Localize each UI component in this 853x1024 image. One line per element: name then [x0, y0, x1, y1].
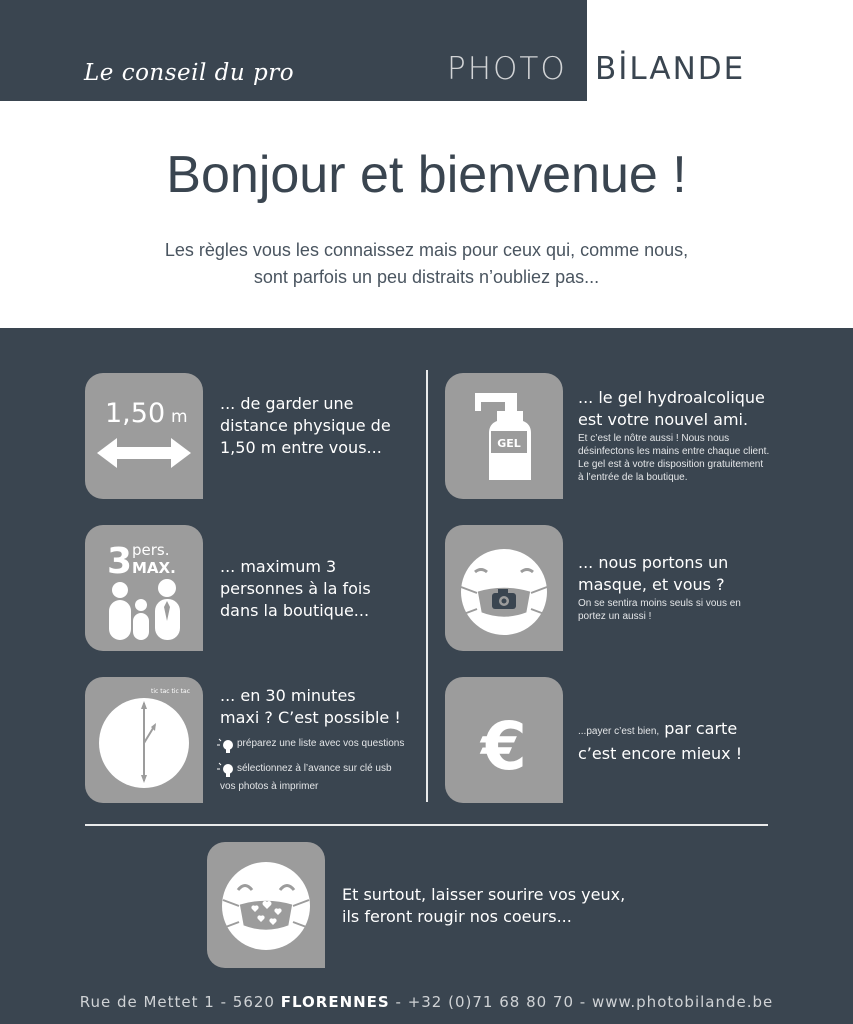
- time-tip-text: préparez une liste avec vos questions: [237, 738, 405, 749]
- time-tip-text: [237, 762, 392, 775]
- gel-detail-line: à l’entrée de la boutique.: [578, 472, 688, 483]
- time-text: [220, 685, 401, 729]
- mask-line: masque, et vous ?: [578, 575, 725, 594]
- time-tip-continued: vos photos à imprimer: [220, 781, 319, 792]
- gel-details: [578, 432, 769, 484]
- mask-line: ... nous portons un: [578, 553, 729, 572]
- footer-city: FLORENNES: [280, 993, 390, 1011]
- logo-bilande: BİLANDE: [595, 51, 746, 87]
- time-line: maxi ? C’est possible !: [220, 708, 401, 727]
- gel-detail-line: Le gel est à votre disposition gratuitement: [578, 459, 764, 470]
- lightbulb-icon: [216, 762, 234, 782]
- footer-contact: - +32 (0)71 68 80 70 - www.photobilande.be: [395, 993, 774, 1011]
- card-bold: par carte: [664, 719, 738, 738]
- mask-detail-line: On se sentira moins seuls si vous en: [578, 598, 741, 609]
- distance-arrow-icon: [85, 373, 203, 499]
- card-line: [578, 718, 742, 743]
- euro-tile: [445, 677, 563, 803]
- mask-details: [578, 597, 741, 623]
- closing-line: ils feront rougir nos coeurs...: [342, 907, 572, 926]
- intro-subtitle: [0, 237, 853, 291]
- time-tip-line: sélectionnez à l’avance sur clé usb: [237, 763, 392, 774]
- clock-icon: [85, 677, 203, 803]
- tagline: Le conseil du pro: [84, 60, 295, 86]
- footer-address: [0, 993, 853, 1011]
- intro-panel: [0, 101, 853, 328]
- distance-line: distance physique de: [220, 416, 391, 435]
- vertical-divider: [426, 370, 428, 802]
- intro-subtitle-line: sont parfois un peu distraits n’oubliez pas...: [253, 267, 600, 287]
- euro-symbol: €: [481, 708, 527, 785]
- time-line: ... en 30 minutes: [220, 686, 356, 705]
- mask-detail-line: portez un aussi !: [578, 611, 652, 622]
- card-line: c’est encore mieux !: [578, 744, 743, 763]
- gel-tile: [445, 373, 563, 499]
- smiling-masked-face-icon: [207, 842, 325, 968]
- distance-unit: m: [171, 407, 188, 427]
- persons-text: [220, 556, 371, 622]
- distance-text: [220, 393, 391, 459]
- distance-line: 1,50 m entre vous...: [220, 438, 382, 457]
- clock-ticks: tic tac tic tac: [151, 688, 191, 695]
- gel-line: est votre nouvel ami.: [578, 410, 749, 429]
- persons-icon: [85, 525, 203, 651]
- mask-text: [578, 552, 728, 596]
- clock-tile: [85, 677, 203, 803]
- card-small: ...payer c’est bien,: [578, 726, 660, 737]
- gel-label: GEL: [497, 437, 521, 450]
- persons-line: personnes à la fois: [220, 579, 371, 598]
- page-title: Bonjour et bienvenue !: [166, 146, 687, 204]
- persons-line: dans la boutique...: [220, 601, 370, 620]
- gel-detail-line: désinfectons les mains entre chaque client.: [578, 446, 770, 457]
- card-text: [578, 718, 742, 765]
- closing-text: [342, 884, 625, 928]
- persons-number: 3: [107, 541, 133, 582]
- persons-pers: pers.: [132, 541, 170, 559]
- distance-tile: [85, 373, 203, 499]
- time-tip: [216, 738, 404, 758]
- persons-tile: [85, 525, 203, 651]
- distance-value: 1,50: [105, 398, 166, 429]
- masked-face-icon: [445, 525, 563, 651]
- gel-line: ... le gel hydroalcolique: [578, 388, 765, 407]
- footer-street: Rue de Mettet 1 - 5620: [79, 993, 275, 1011]
- persons-max: MAX.: [132, 559, 176, 577]
- gel-bottle-icon: [445, 373, 563, 499]
- gel-text: [578, 387, 765, 431]
- lightbulb-icon: [216, 738, 234, 758]
- euro-icon: [445, 677, 563, 803]
- closing-line: Et surtout, laisser sourire vos yeux,: [342, 885, 626, 904]
- logo-photo: PHOTO: [447, 51, 567, 87]
- horizontal-divider: [85, 824, 768, 826]
- persons-line: ... maximum 3: [220, 557, 337, 576]
- intro-subtitle-line: Les règles vous les connaissez mais pour ceux qui, comme nous,: [164, 240, 689, 260]
- gel-detail-line: Et c’est le nôtre aussi ! Nous nous: [578, 433, 730, 444]
- smile-tile: [207, 842, 325, 968]
- time-tip: [216, 762, 392, 782]
- mask-tile: [445, 525, 563, 651]
- distance-line: ... de garder une: [220, 394, 354, 413]
